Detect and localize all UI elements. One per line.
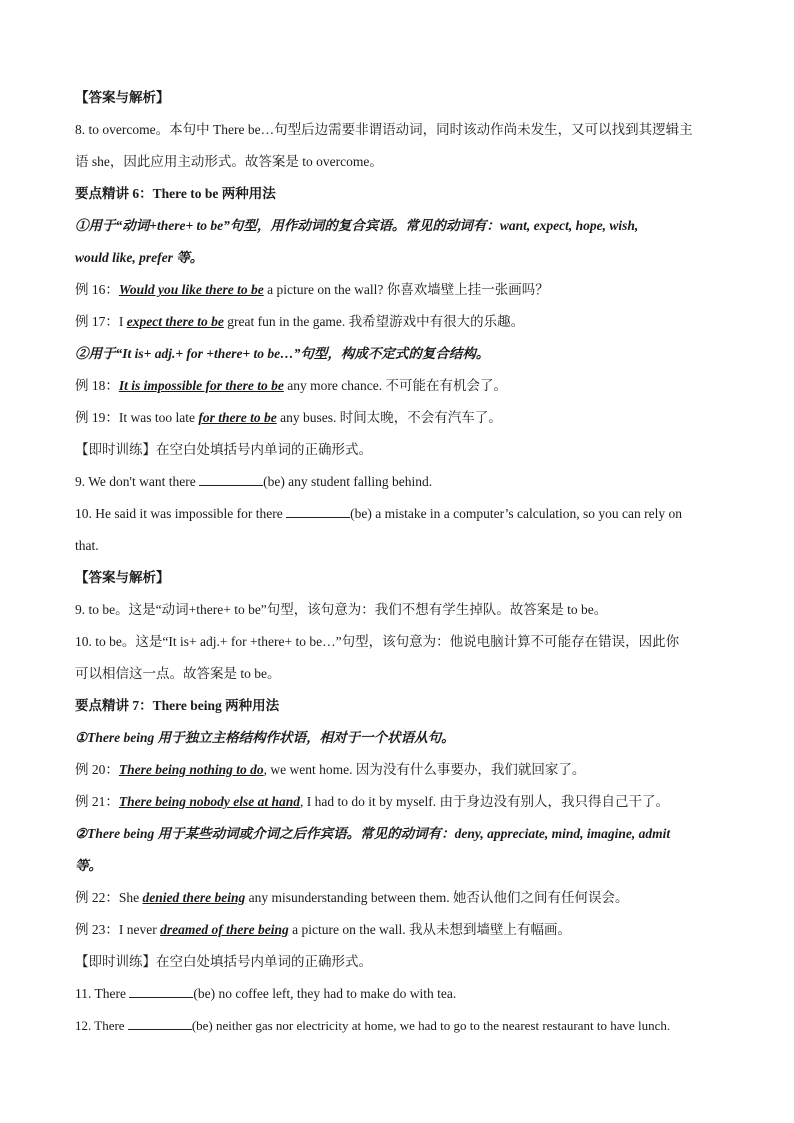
usage-2-line: ②用于“It is+ adj.+ for +there+ to be…”句型，构成不定式的复合结构。 [75, 346, 490, 361]
exercise-text: (be) no coffee left, they had to make do with tea. [193, 986, 457, 1001]
example-highlight: It is impossible for there to be [118, 378, 284, 393]
example-16 [75, 281, 719, 299]
example-label: 例 19：It was too late [75, 410, 199, 425]
exercise-text: (be) any student falling behind. [263, 474, 433, 489]
example-highlight: expect there to be [126, 314, 224, 329]
example-label: 例 17：I [75, 314, 127, 329]
answer-heading-1: 【答案与解析】 [75, 90, 170, 105]
answer-9: 9. to be。这是“动词+there+ to be”句型，该句意为：我们不想有学生掉队。故答案是 to be。 [75, 602, 608, 617]
example-17 [75, 313, 719, 331]
usage-4-line-1: ②There being 用于某些动词或介词之后作宾语。常见的动词有：deny, appreciate, mind, imagine, admit [75, 826, 671, 841]
example-text: , I had to do it by myself. 由于身边没有别人，我只得自己干了。 [300, 794, 669, 809]
example-label: 例 18： [75, 378, 119, 393]
example-label: 例 20： [75, 762, 119, 777]
exercise-text: 11. There [75, 986, 130, 1001]
practice-heading-1: 【即时训练】在空白处填括号内单词的正确形式。 [75, 442, 372, 457]
answer-8-line-2: 语 she，因此应用主动形式。故答案是 to overcome。 [75, 154, 383, 169]
usage-1-line-2: would like, prefer 等。 [75, 250, 204, 265]
section-heading-6: 要点精讲 6：There to be 两种用法 [75, 186, 276, 201]
example-text: a picture on the wall. 我从未想到墙壁上有幅画。 [288, 922, 572, 937]
example-highlight: dreamed of there being [160, 922, 289, 937]
exercise-9 [75, 473, 719, 491]
exercise-text: (be) neither gas nor electricity at home, we had to go to the nearest restaurant to have lunch. [191, 1018, 671, 1033]
example-text: any more chance. 不可能在有机会了。 [283, 378, 507, 393]
answer-10-line-2: 可以相信这一点。故答案是 to be。 [75, 666, 281, 681]
example-text: a picture on the wall? 你喜欢墙壁上挂一张画吗？ [263, 282, 549, 297]
usage-1-line-1: ①用于“动词+there+ to be”句型，用作动词的复合宾语。常见的动词有：want, expect, hope, wish, [75, 218, 639, 233]
example-22 [75, 889, 719, 907]
exercise-text: (be) a mistake in a computer’s calculation, so you can rely on [350, 506, 682, 521]
example-18 [75, 377, 719, 395]
example-text: any misunderstanding between them. 她否认他们之间有任何误会。 [245, 890, 629, 905]
section-heading-7: 要点精讲 7：There being 两种用法 [75, 698, 280, 713]
example-label: 例 22：She [75, 890, 143, 905]
answer-blank[interactable] [128, 1017, 192, 1030]
answer-heading-2: 【答案与解析】 [75, 570, 170, 585]
example-19 [75, 409, 719, 427]
exercise-text: 10. He said it was impossible for there [75, 506, 287, 521]
exercise-text: 12. There [75, 1018, 128, 1033]
exercise-10-line-1 [75, 505, 719, 523]
example-21 [75, 793, 719, 811]
example-label: 例 23：I never [75, 922, 161, 937]
answer-10-line-1: 10. to be。这是“It is+ adj.+ for +there+ to be…”句型，该句意为：他说电脑计算不可能存在错误，因此你 [75, 634, 680, 649]
example-highlight: for there to be [198, 410, 277, 425]
answer-8-line-1: 8. to overcome。本句中 There be…句型后边需要非谓语动词，同时该动作尚未发生，又可以找到其逻辑主 [75, 122, 693, 137]
example-highlight: Would you like there to be [118, 282, 264, 297]
example-highlight: denied there being [142, 890, 246, 905]
example-highlight: There being nobody else at hand [118, 794, 300, 809]
exercise-12 [75, 1017, 719, 1035]
example-highlight: There being nothing to do [118, 762, 264, 777]
usage-4-line-2: 等。 [75, 858, 102, 873]
example-text: any buses. 时间太晚，不会有汽车了。 [276, 410, 502, 425]
exercise-text: 9. We don't want there [75, 474, 200, 489]
example-20 [75, 761, 719, 779]
example-text: , we went home. 因为没有什么事要办，我们就回家了。 [263, 762, 586, 777]
exercise-11 [75, 985, 719, 1003]
practice-heading-2: 【即时训练】在空白处填括号内单词的正确形式。 [75, 954, 372, 969]
usage-3-line: ①There being 用于独立主格结构作状语，相对于一个状语从句。 [75, 730, 455, 745]
example-label: 例 16： [75, 282, 119, 297]
answer-blank[interactable] [199, 473, 263, 486]
answer-blank[interactable] [129, 985, 193, 998]
example-label: 例 21： [75, 794, 119, 809]
example-text: great fun in the game. 我希望游戏中有很大的乐趣。 [223, 314, 525, 329]
answer-blank[interactable] [286, 505, 350, 518]
example-23 [75, 921, 719, 939]
exercise-10-line-2: that. [75, 538, 99, 553]
